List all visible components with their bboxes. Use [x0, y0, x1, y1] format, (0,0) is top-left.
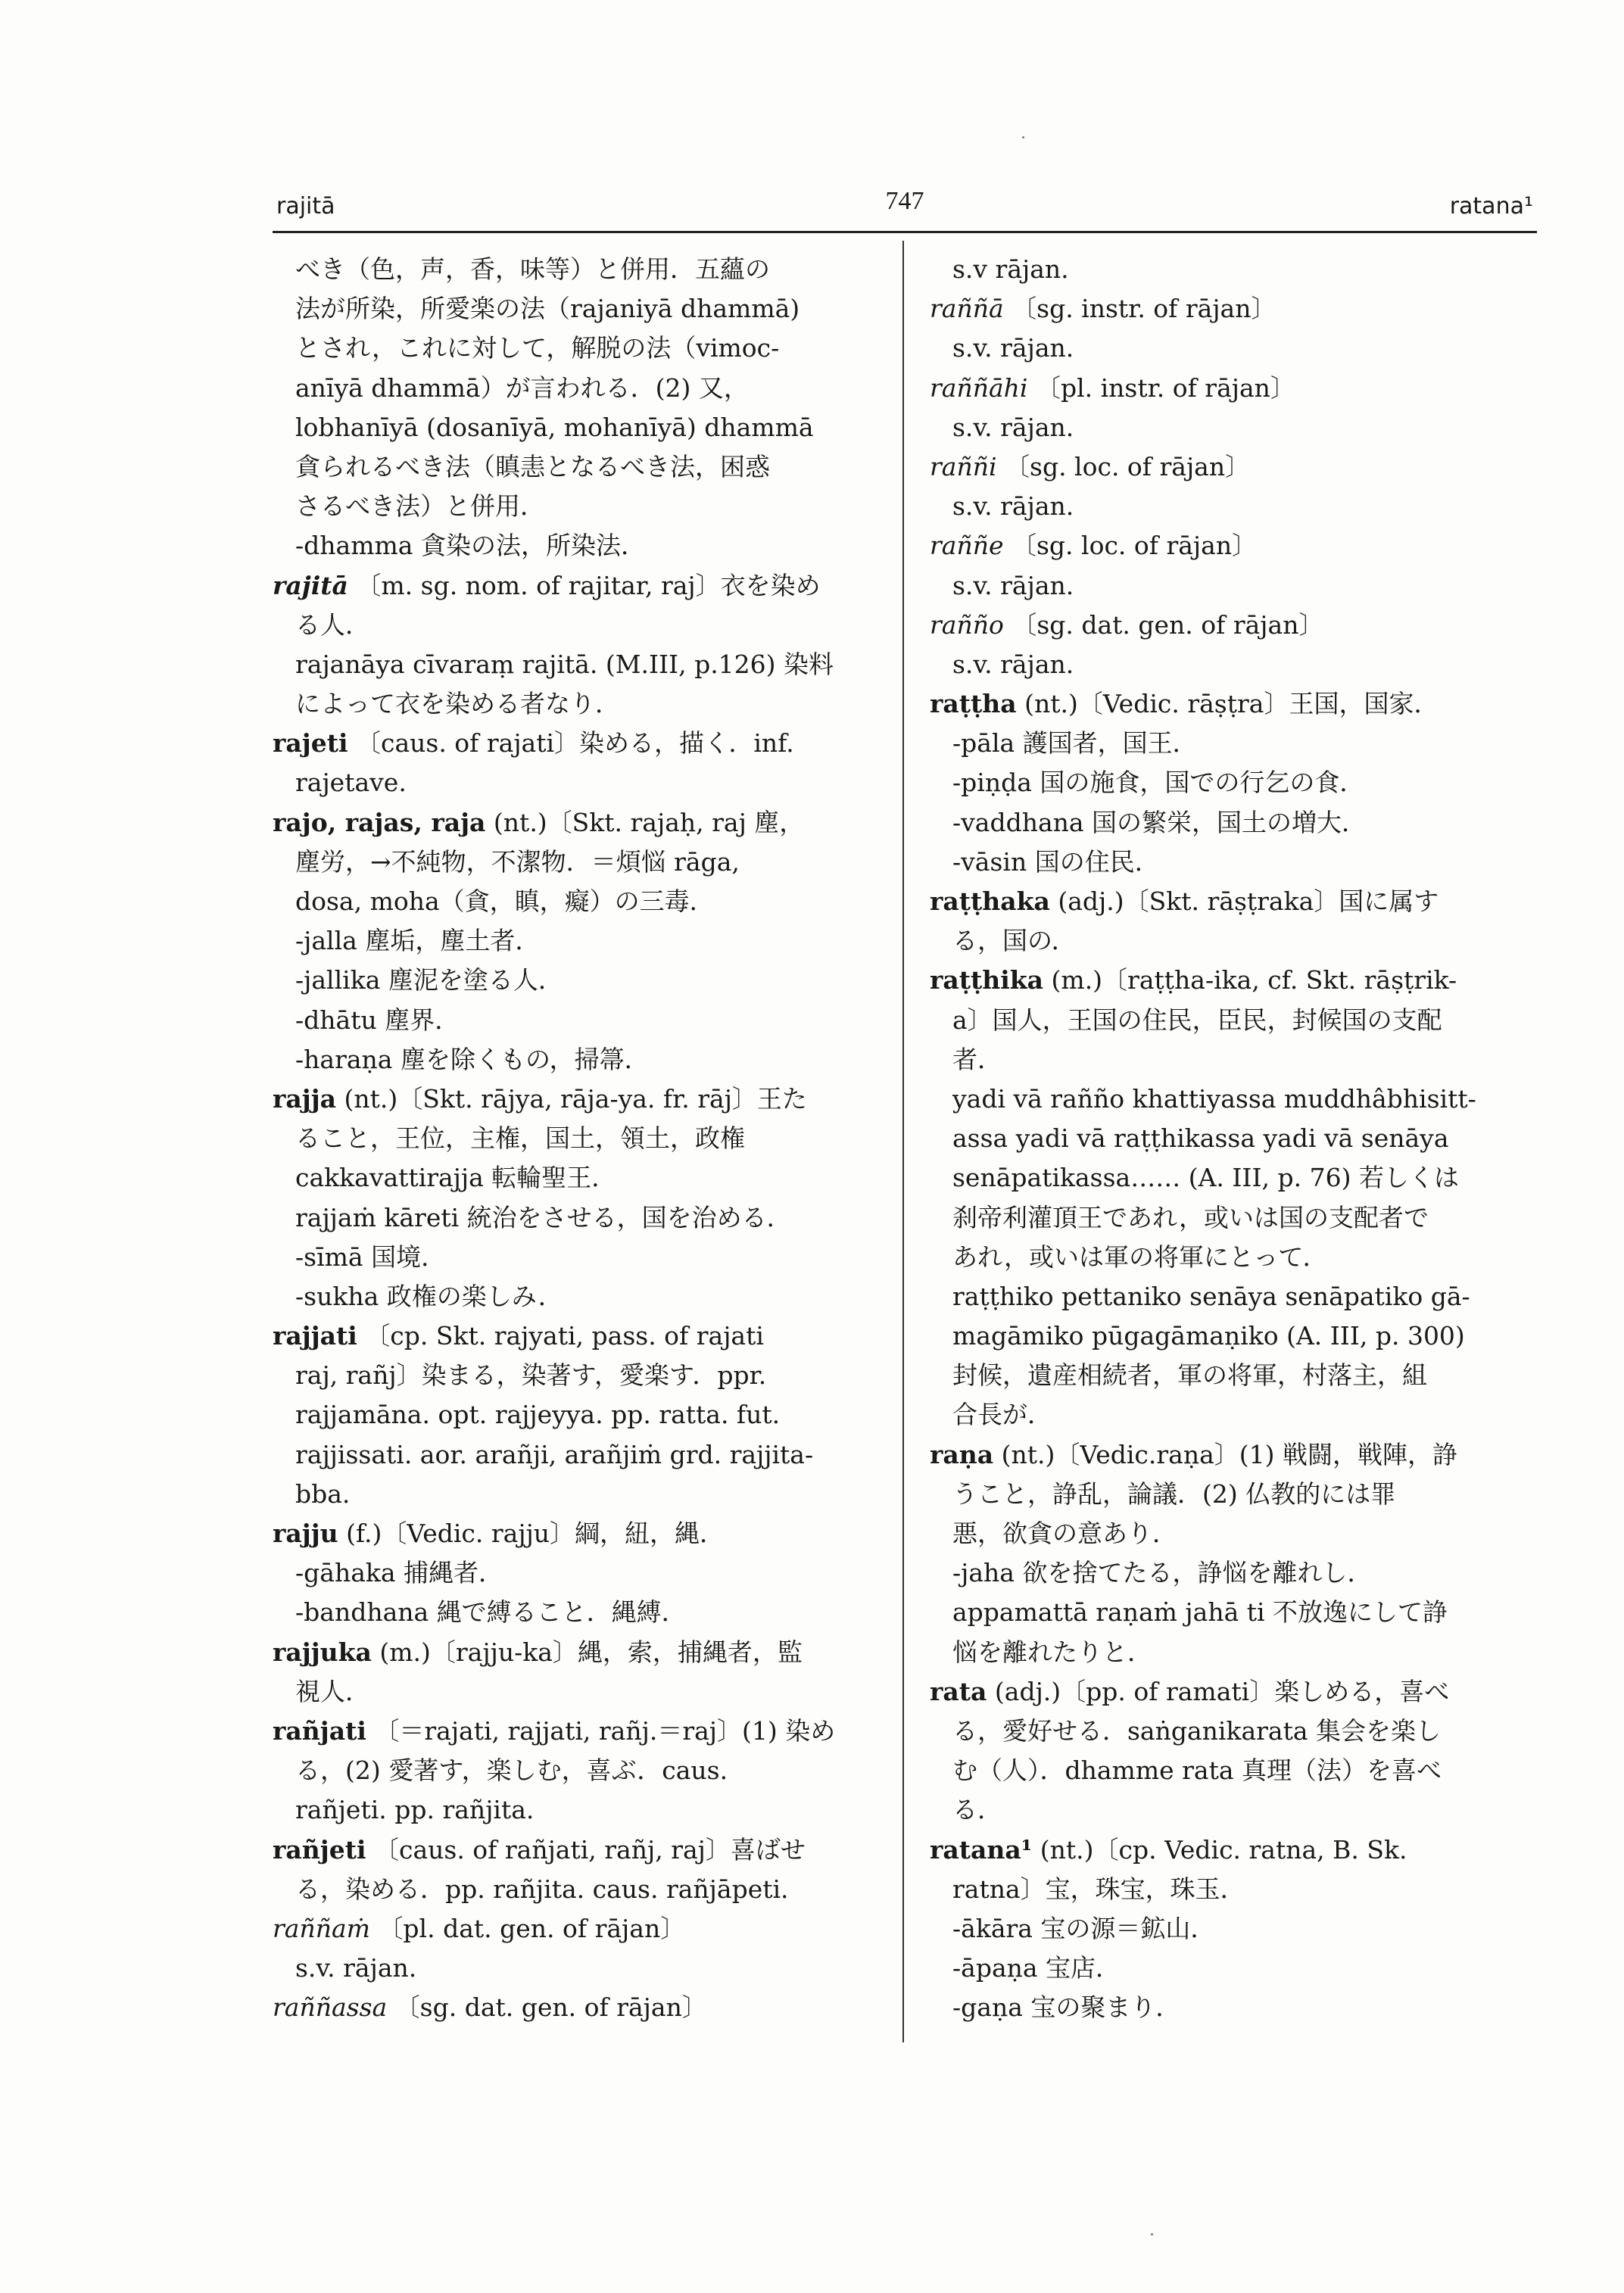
headword: rajitā	[273, 570, 348, 600]
entry-continuation-line	[273, 1158, 878, 1198]
entry-text: appamattā raṇaṁ jahā ti 不放逸にして諍	[952, 1597, 1448, 1628]
entry-text: (m.)〔rajju-ka〕縄，索，捕縄者，監	[371, 1637, 803, 1667]
entry-continuation-line	[273, 1790, 878, 1830]
left-column	[273, 250, 878, 2027]
entry-continuation-line	[930, 1198, 1535, 1238]
entry-text: る．	[952, 1795, 1002, 1825]
entry-text: 悩を離れたりと．	[952, 1637, 1152, 1667]
entry-text: (f.)〔Vedic. rajju〕綱，紐，縄．	[338, 1519, 725, 1548]
entry-text: senāpatikassa…… (A. III, p. 76) 若しくは	[952, 1163, 1459, 1193]
entry-text: s.v. rājan.	[952, 649, 1074, 679]
entry-text: (nt.)〔Vedic. rāṣṭra〕王国，国家．	[1016, 689, 1439, 719]
entry-text: rajjamāna. opt. rajjeyya. pp. ratta. fut.	[295, 1400, 781, 1430]
entry-continuation-line	[273, 843, 878, 882]
headword: rajjati	[273, 1321, 357, 1351]
entry-continuation-line	[930, 1553, 1535, 1593]
dictionary-entry-line	[273, 724, 878, 763]
entry-continuation-line	[930, 1988, 1535, 2027]
entry-continuation-line	[273, 329, 878, 368]
dictionary-entry-line	[273, 1633, 878, 1672]
entry-text: 貪られるべき法（瞋恚となるべき法，困惑	[295, 451, 770, 481]
entry-continuation-line	[930, 921, 1535, 961]
entry-continuation-line	[930, 1593, 1535, 1632]
headword: rajjuka	[273, 1637, 372, 1667]
headword: raññāhi	[930, 372, 1028, 403]
entry-text: 〔cp. Skt. rajyati, pass. of rajati	[357, 1321, 764, 1351]
entry-text: 〔sg. instr. of rājan〕	[1003, 294, 1276, 324]
entry-text: あれ，或いは軍の将軍にとって．	[952, 1242, 1328, 1272]
entry-continuation-line	[930, 1001, 1535, 1040]
entry-text: 〔＝rajati, rajjati, rañj.＝raj〕(1) 染め	[366, 1715, 836, 1746]
entry-text: る，染める．pp. rañjita. caus. rañjāpeti.	[295, 1874, 789, 1904]
entry-continuation-line	[273, 250, 878, 289]
headword: raṭṭha	[930, 689, 1017, 719]
dictionary-entry-line	[930, 369, 1535, 408]
entry-text: -piṇḍa 国の施食，国での行乞の食．	[952, 768, 1365, 798]
entry-continuation-line	[273, 1356, 878, 1395]
dictionary-entry-line	[273, 803, 878, 843]
entry-text: 〔caus. of rañjati, rañj, raj〕喜ばせ	[366, 1834, 806, 1865]
entry-text: rañjeti. pp. rañjita.	[295, 1795, 535, 1825]
entry-continuation-line	[930, 1316, 1535, 1356]
page-number: 747	[885, 187, 924, 215]
entry-text: s.v. rājan.	[952, 570, 1074, 600]
entry-text: -dhamma 貪染の法，所染法．	[295, 531, 646, 561]
dictionary-entry-line	[273, 1909, 878, 1949]
entry-text: -haraṇa 塵を除くもの，掃箒．	[295, 1044, 650, 1074]
entry-text: 塵労，→不純物，不潔物．＝煩悩 rāga,	[295, 846, 740, 877]
headword: raññaṁ	[273, 1913, 370, 1943]
entry-text: (adj.)〔Skt. rāṣṭraka〕国に属す	[1049, 886, 1439, 916]
entry-continuation-line	[273, 1198, 878, 1238]
headword: rata	[930, 1676, 987, 1706]
entry-text: rajjaṁ kāreti 統治をさせる，国を治める．	[295, 1202, 792, 1232]
entry-continuation-line	[930, 329, 1535, 368]
entry-text: -jallika 塵泥を塗る人．	[295, 965, 563, 995]
entry-continuation-line	[273, 1475, 878, 1514]
dictionary-entry-line	[930, 447, 1535, 487]
entry-continuation-line	[273, 1870, 878, 1909]
entry-continuation-line	[273, 1593, 878, 1632]
dictionary-entry-line	[273, 1080, 878, 1119]
dictionary-entry-line	[930, 1830, 1535, 1870]
entry-text: cakkavattirajja 転輪聖王．	[295, 1163, 617, 1193]
entry-continuation-line	[930, 1158, 1535, 1198]
entry-text: rajanāya cīvaraṃ rajitā. (M.III, p.126) 染料	[295, 649, 834, 679]
entry-continuation-line	[273, 526, 878, 565]
headword: rañño	[930, 609, 1004, 640]
dictionary-entry-line	[930, 606, 1535, 645]
entry-text: s.v. rājan.	[295, 1953, 417, 1983]
headword: rañjeti	[273, 1834, 366, 1865]
entry-text: -sīmā 国境．	[295, 1242, 447, 1272]
entry-continuation-line	[930, 408, 1535, 447]
entry-text: (m.)〔raṭṭha-ika, cf. Skt. rāṣṭrik-	[1043, 965, 1457, 995]
header-right-guideword: ratana¹	[1449, 193, 1533, 220]
entry-continuation-line	[930, 803, 1535, 843]
entry-text: (nt.)〔Vedic.raṇa〕(1) 戦闘，戦陣，諍	[993, 1439, 1457, 1469]
dictionary-entry-line	[930, 526, 1535, 565]
dictionary-entry-line	[273, 1988, 878, 2027]
entry-continuation-line	[273, 882, 878, 921]
entry-continuation-line	[930, 1277, 1535, 1316]
entry-text: magāmiko pūgagāmaṇiko (A. III, p. 300)	[952, 1321, 1465, 1351]
entry-text: 〔m. sg. nom. of rajitar, raj〕衣を染め	[348, 570, 821, 600]
entry-text: -ākāra 宝の源＝鉱山．	[952, 1913, 1216, 1943]
headword: rajju	[273, 1519, 338, 1548]
entry-continuation-line	[930, 250, 1535, 289]
entry-continuation-line	[930, 1909, 1535, 1949]
entry-text: (nt.)〔Skt. rajaḥ, raj 塵，	[485, 807, 805, 837]
entry-continuation-line	[273, 1435, 878, 1475]
entry-continuation-line	[930, 1514, 1535, 1553]
entry-text: 〔sg. loc. of rājan〕	[996, 451, 1251, 481]
headword: ratana¹	[930, 1834, 1033, 1865]
entry-continuation-line	[273, 447, 878, 487]
headword: raññā	[930, 294, 1004, 324]
entry-text: -bandhana 縄で縛ること．縄縛．	[295, 1597, 687, 1628]
dictionary-entry-line	[930, 1435, 1535, 1475]
entry-continuation-line	[273, 1672, 878, 1712]
dictionary-entry-line	[930, 961, 1535, 1000]
entry-continuation-line	[930, 1790, 1535, 1830]
header-rule	[273, 231, 1537, 233]
dictionary-entry-line	[273, 566, 878, 606]
entry-text: s.v. rājan.	[952, 412, 1074, 442]
entry-text: -vāsin 国の住民．	[952, 846, 1160, 877]
entry-text: 合長が．	[952, 1400, 1052, 1430]
entry-continuation-line	[273, 763, 878, 802]
dictionary-entry-line	[930, 684, 1535, 724]
entry-continuation-line	[930, 1712, 1535, 1751]
entry-text: 視人．	[295, 1676, 370, 1706]
entry-text: lobhanīyā (dosanīyā, mohanīyā) dhammā	[295, 412, 814, 442]
headword: raṇa	[930, 1439, 994, 1469]
entry-text: (adj.)〔pp. of ramati〕楽しめる，喜べ	[987, 1676, 1450, 1706]
entry-text: dosa, moha（貪，瞋，癡）の三毒．	[295, 886, 715, 916]
entry-continuation-line	[930, 645, 1535, 684]
dictionary-entry-line	[930, 289, 1535, 329]
entry-text: る，(2) 愛著す，楽しむ，喜ぶ．caus.	[295, 1756, 728, 1786]
entry-text: raj, rañj〕染まる，染著す，愛楽す．ppr.	[295, 1360, 767, 1391]
entry-continuation-line	[930, 1870, 1535, 1909]
headword: raññassa	[273, 1992, 388, 2023]
entry-text: る，国の．	[952, 926, 1077, 956]
headword: raññi	[930, 451, 997, 481]
entry-continuation-line	[930, 1395, 1535, 1435]
entry-text: (nt.)〔cp. Vedic. ratna, B. Sk.	[1032, 1834, 1407, 1865]
entry-continuation-line	[273, 1277, 878, 1316]
entry-continuation-line	[930, 1751, 1535, 1790]
entry-continuation-line	[930, 1119, 1535, 1158]
entry-text: とされ，これに対して，解脱の法（vimoc-	[295, 333, 780, 363]
header-left-guideword: rajitā	[276, 193, 335, 220]
entry-text: うこと，諍乱，論議．(2) 仏教的には罪	[952, 1478, 1396, 1509]
entry-text: 刹帝利灌頂王であれ，或いは国の支配者で	[952, 1202, 1429, 1232]
entry-text: 悪，欲貪の意あり．	[952, 1519, 1177, 1548]
entry-continuation-line	[273, 645, 878, 684]
entry-text: ratna〕宝，珠宝，珠玉．	[952, 1874, 1245, 1904]
headword: rajja	[273, 1083, 337, 1114]
entry-continuation-line	[273, 921, 878, 961]
entry-text: 〔sg. dat. gen. of rājan〕	[1003, 609, 1324, 640]
entry-text: -jalla 塵垢，塵土者．	[295, 926, 541, 956]
entry-text: assa yadi vā raṭṭhikassa yadi vā senāya	[952, 1123, 1449, 1154]
entry-text: yadi vā rañño khattiyassa muddhâbhisitt-	[952, 1083, 1476, 1114]
entry-text: 〔pl. dat. gen. of rājan〕	[369, 1913, 686, 1943]
entry-text: -jaha 欲を捨てたる，諍悩を離れし．	[952, 1558, 1373, 1588]
entry-text: 〔pl. instr. of rājan〕	[1027, 372, 1295, 403]
entry-continuation-line	[273, 1119, 878, 1158]
entry-continuation-line	[273, 606, 878, 645]
entry-text: s.v. rājan.	[952, 491, 1074, 522]
dictionary-entry-line	[930, 882, 1535, 921]
entry-text: -gaṇa 宝の聚まり．	[952, 1992, 1181, 2023]
entry-continuation-line	[930, 843, 1535, 882]
entry-text: -āpaṇa 宝店．	[952, 1953, 1121, 1983]
entry-text: -sukha 政権の楽しみ．	[295, 1281, 563, 1311]
headword: rajo, rajas, raja	[273, 807, 486, 837]
entry-continuation-line	[930, 1080, 1535, 1119]
entry-text: -vaddhana 国の繁栄，国土の増大．	[952, 807, 1367, 837]
entry-continuation-line	[273, 1001, 878, 1040]
headword: raṭṭhika	[930, 965, 1044, 995]
right-column	[930, 250, 1535, 2027]
entry-continuation-line	[273, 1553, 878, 1593]
headword: rajeti	[273, 728, 348, 759]
entry-text: る人．	[295, 609, 370, 640]
entry-text: rajetave.	[295, 768, 407, 798]
entry-continuation-line	[273, 1040, 878, 1080]
entry-continuation-line	[930, 1949, 1535, 1988]
entry-text: ること，王位，主権，国土，領土，政権	[295, 1123, 745, 1154]
entry-text: anīyā dhammā）が言われる．(2) 又，	[295, 372, 749, 403]
entry-continuation-line	[273, 289, 878, 329]
entry-text: 〔caus. of rajati〕染める，描く．inf.	[348, 728, 794, 759]
entry-continuation-line	[273, 1395, 878, 1435]
entry-text: 〔sg. dat. gen. of rājan〕	[387, 1992, 707, 2023]
scan-speck	[1151, 2233, 1153, 2235]
scan-speck	[1022, 136, 1024, 139]
entry-text: む（人）．dhamme rata 真理（法）を喜べ	[952, 1756, 1442, 1786]
entry-continuation-line	[930, 1356, 1535, 1395]
entry-continuation-line	[273, 1238, 878, 1277]
entry-text: 封候，遺産相続者，軍の将軍，村落主，組	[952, 1360, 1427, 1391]
entry-text: -dhātu 塵界．	[295, 1005, 460, 1035]
entry-continuation-line	[930, 487, 1535, 526]
entry-continuation-line	[273, 369, 878, 408]
entry-continuation-line	[930, 1238, 1535, 1277]
entry-text: raṭṭhiko pettaniko senāya senāpatiko gā-	[952, 1281, 1470, 1311]
dictionary-entry-line	[273, 1316, 878, 1356]
entry-continuation-line	[930, 763, 1535, 802]
entry-continuation-line	[930, 566, 1535, 606]
dictionary-entry-line	[273, 1712, 878, 1751]
entry-continuation-line	[273, 487, 878, 526]
dictionary-entry-line	[273, 1514, 878, 1553]
entry-text: -pāla 護国者，国王．	[952, 728, 1198, 759]
entry-text: る，愛好せる．saṅganikarata 集会を楽し	[952, 1715, 1442, 1746]
entry-text: 法が所染，所愛楽の法（rajaniyā dhammā)	[295, 294, 800, 324]
entry-text: さるべき法）と併用．	[295, 491, 545, 522]
entry-text: によって衣を染める者なり．	[295, 689, 620, 719]
column-divider	[902, 241, 904, 2042]
entry-continuation-line	[273, 1751, 878, 1790]
entry-text: べき（色，声，香，味等）と併用．五蘊の	[295, 254, 770, 284]
entry-text: 〔sg. loc. of rājan〕	[1003, 531, 1258, 561]
entry-text: s.v. rājan.	[952, 333, 1074, 363]
entry-text: bba.	[295, 1478, 351, 1509]
entry-continuation-line	[930, 1475, 1535, 1514]
headword: raññe	[930, 531, 1004, 561]
entry-continuation-line	[273, 961, 878, 1000]
dictionary-entry-line	[273, 1830, 878, 1870]
entry-text: s.v rājan.	[952, 254, 1069, 284]
dictionary-entry-line	[930, 1672, 1535, 1712]
entry-text: -gāhaka 捕縄者．	[295, 1558, 504, 1588]
page-header	[276, 187, 1533, 231]
entry-continuation-line	[930, 1633, 1535, 1672]
entry-continuation-line	[273, 684, 878, 724]
entry-continuation-line	[930, 724, 1535, 763]
entry-text: a〕国人，王国の住民，臣民，封候国の支配	[952, 1005, 1442, 1035]
entry-text: (nt.)〔Skt. rājya, rāja-ya. fr. rāj〕王た	[336, 1083, 807, 1114]
headword: rañjati	[273, 1715, 366, 1746]
entry-continuation-line	[930, 1040, 1535, 1080]
entry-continuation-line	[273, 1949, 878, 1988]
entry-continuation-line	[273, 408, 878, 447]
entry-text: rajjissati. aor. arañji, arañjiṁ grd. rajjita-	[295, 1439, 814, 1469]
entry-text: 者．	[952, 1044, 1002, 1074]
headword: raṭṭhaka	[930, 886, 1050, 916]
